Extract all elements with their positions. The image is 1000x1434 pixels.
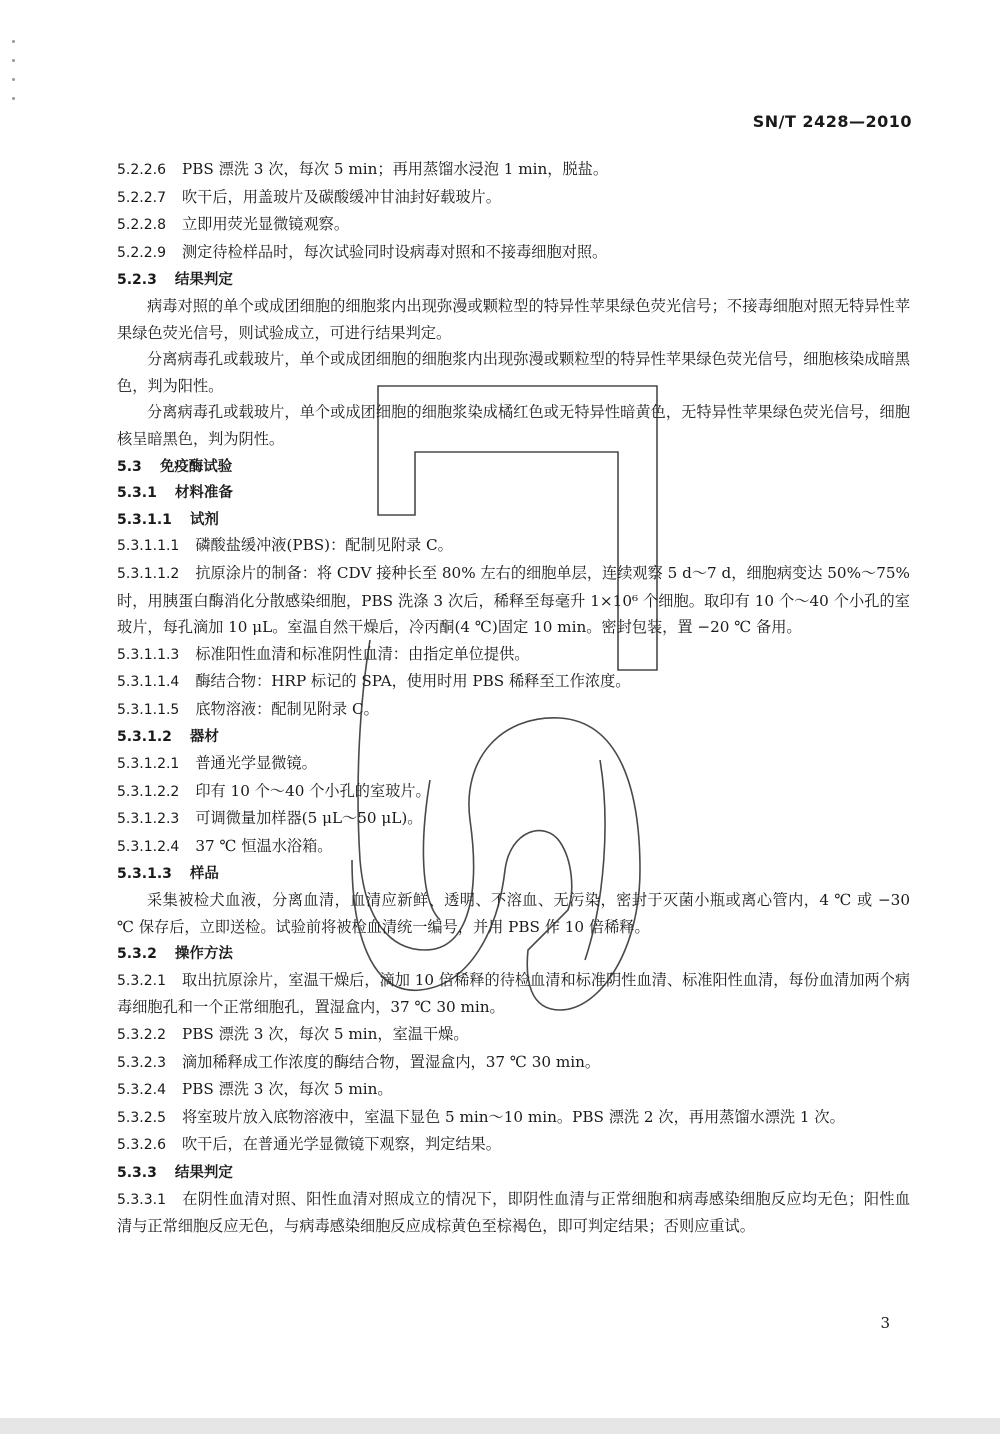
clause-number: 5.2.2.8 xyxy=(117,217,166,234)
body-paragraph: 病毒对照的单个或成团细胞的细胞浆内出现弥漫或颗粒型的特异性苹果绿色荧光信号；不接毒细胞对照无特异性苹果绿色荧光信号，则试验成立，可进行结果判定。 xyxy=(117,296,910,342)
clause-item xyxy=(117,1021,910,1049)
section-heading xyxy=(117,479,910,506)
clause-number: 5.3.2.6 xyxy=(117,1137,166,1154)
section-heading xyxy=(117,940,910,967)
clause-item xyxy=(117,184,910,212)
clause-item xyxy=(117,778,910,806)
document-body xyxy=(117,156,910,1240)
clause-number: 5.3.1.1.4 xyxy=(117,674,180,691)
clause-item xyxy=(117,560,910,641)
clause-text: 印有 10 个～40 个小孔的室玻片。 xyxy=(195,781,431,800)
clause-text: 磷酸盐缓冲液(PBS)：配制见附录 C。 xyxy=(195,536,453,555)
clause-item xyxy=(117,967,910,1021)
clause-item xyxy=(117,696,910,724)
section-heading xyxy=(117,723,910,750)
clause-text: 37 ℃ 恒温水浴箱。 xyxy=(195,836,333,855)
clause-text: 抗原涂片的制备：将 CDV 接种长至 80% 左右的细胞单层，连续观察 5 d～7 d，细胞病变达 50%～75% 时，用胰蛋白酶消化分散感染细胞，PBS 洗涤 3 次后，稀释至每毫升 1×10⁶ 个细胞。取印有 10 个～40 个小孔的室玻片，每孔滴加 10 μL。室温自然干燥后，冷丙酮(4 ℃)固定 10 min。密封包装，置 −20 ℃ 备用。 xyxy=(117,563,910,637)
section-title: 免疫酶试验 xyxy=(159,458,233,475)
clause-text: 滴加稀释成工作浓度的酶结合物，置湿盒内，37 ℃ 30 min。 xyxy=(181,1052,601,1071)
body-paragraph: 采集被检犬血液，分离血清，血清应新鲜、透明、不溶血、无污染，密封于灭菌小瓶或离心管内，4 ℃ 或 −30 ℃ 保存后，立即送检。试验前将被检血清统一编号，并用 PBS 作 10 倍稀释。 xyxy=(117,891,910,936)
section-heading xyxy=(117,506,910,533)
page-number: 3 xyxy=(880,1314,890,1332)
clause-number: 5.3.3.1 xyxy=(117,1191,166,1208)
clause-text: 立即用荧光显微镜观察。 xyxy=(181,215,350,234)
clause-number: 5.2.2.9 xyxy=(117,244,166,261)
clause-item xyxy=(117,1104,910,1132)
section-number: 5.3.1.3 xyxy=(117,866,172,883)
clause-number: 5.3.2.5 xyxy=(117,1109,166,1126)
clause-text: 可调微量加样器(5 μL～50 μL)。 xyxy=(195,809,423,828)
section-number: 5.2.3 xyxy=(117,272,157,289)
clause-number: 5.2.2.6 xyxy=(117,162,166,178)
section-number: 5.3 xyxy=(117,458,142,475)
section-title: 操作方法 xyxy=(174,946,233,963)
standard-code: SN/T 2428—2010 xyxy=(752,112,912,131)
clause-number: 5.3.2.2 xyxy=(117,1027,166,1043)
section-number: 5.3.1 xyxy=(117,485,157,502)
clause-number: 5.2.2.7 xyxy=(117,189,166,206)
section-heading xyxy=(117,1159,910,1186)
section-title: 试剂 xyxy=(189,511,219,528)
clause-item xyxy=(117,805,910,833)
clause-item xyxy=(117,156,910,184)
binding-marks xyxy=(12,40,18,130)
clause-number: 5.3.2.3 xyxy=(117,1054,166,1071)
section-number: 5.3.2 xyxy=(117,946,157,963)
clause-item xyxy=(117,641,910,669)
clause-number: 5.3.1.2.4 xyxy=(117,838,180,855)
clause-text: 取出抗原涂片，室温干燥后，滴加 10 倍稀释的待检血清和标准阴性血清、标准阳性血清，每份血清加两个病毒细胞孔和一个正常细胞孔，置湿盒内，37 ℃ 30 min。 xyxy=(117,970,910,1017)
section-heading xyxy=(117,266,910,293)
clause-text: 普通光学显微镜。 xyxy=(195,754,317,773)
section-heading xyxy=(117,860,910,887)
body-paragraph: 分离病毒孔或载玻片，单个或成团细胞的细胞浆染成橘红色或无特异性暗黄色，无特异性苹果绿色荧光信号，细胞核呈暗黑色，判为阴性。 xyxy=(117,403,910,448)
clause-item xyxy=(117,1049,910,1077)
clause-item xyxy=(117,750,910,778)
clause-item xyxy=(117,211,910,239)
section-title: 样品 xyxy=(189,866,219,883)
clause-text: 底物溶液：配制见附录 C。 xyxy=(195,699,379,718)
clause-text: 测定待检样品时，每次试验同时设病毒对照和不接毒细胞对照。 xyxy=(181,242,608,261)
body-paragraph: 分离病毒孔或载玻片，单个或成团细胞的细胞浆内出现弥漫或颗粒型的特异性苹果绿色荧光信号，细胞核染成暗黑色，判为阳性。 xyxy=(117,350,910,395)
clause-text: PBS 漂洗 3 次，每次 5 min，室温干燥。 xyxy=(181,1025,469,1043)
clause-item xyxy=(117,668,910,696)
section-heading xyxy=(117,453,910,480)
section-title: 器材 xyxy=(189,729,219,746)
clause-number: 5.3.2.1 xyxy=(117,972,166,989)
clause-number: 5.3.1.1.5 xyxy=(117,701,180,718)
clause-text: 吹干后，在普通光学显微镜下观察，判定结果。 xyxy=(181,1135,501,1154)
clause-text: 吹干后，用盖玻片及碳酸缓冲甘油封好载玻片。 xyxy=(181,187,501,206)
clause-number: 5.3.1.1.3 xyxy=(117,646,180,663)
section-number: 5.3.1.1 xyxy=(117,511,172,528)
clause-item xyxy=(117,532,910,560)
clause-number: 5.3.1.2.3 xyxy=(117,811,180,828)
clause-text: PBS 漂洗 3 次，每次 5 min；再用蒸馏水浸泡 1 min，脱盐。 xyxy=(181,160,609,178)
clause-text: PBS 漂洗 3 次，每次 5 min。 xyxy=(181,1080,393,1099)
clause-number: 5.3.2.4 xyxy=(117,1082,166,1099)
clause-item xyxy=(117,239,910,267)
section-title: 结果判定 xyxy=(174,272,233,289)
viewer-bottom-band xyxy=(0,1418,1000,1434)
section-number: 5.3.3 xyxy=(117,1164,157,1181)
clause-item xyxy=(117,1131,910,1159)
clause-number: 5.3.1.2.1 xyxy=(117,756,180,773)
clause-text: 酶结合物：HRP 标记的 SPA，使用时用 PBS 稀释至工作浓度。 xyxy=(195,672,631,691)
clause-number: 5.3.1.1.2 xyxy=(117,565,180,582)
section-title: 结果判定 xyxy=(174,1164,233,1181)
clause-text: 将室玻片放入底物溶液中，室温下显色 5 min～10 min。PBS 漂洗 2 次，再用蒸馏水漂洗 1 次。 xyxy=(181,1107,845,1126)
clause-text: 标准阳性血清和标准阴性血清：由指定单位提供。 xyxy=(195,644,530,663)
clause-text: 在阴性血清对照、阳性血清对照成立的情况下，即阴性血清与正常细胞和病毒感染细胞反应均无色；阳性血清与正常细胞反应无色，与病毒感染细胞反应成棕黄色至棕褐色，即可判定结果；否则应重试。 xyxy=(117,1189,910,1236)
clause-item xyxy=(117,1186,910,1240)
clause-item xyxy=(117,1076,910,1104)
section-number: 5.3.1.2 xyxy=(117,729,172,746)
section-title: 材料准备 xyxy=(174,485,233,502)
clause-item xyxy=(117,833,910,861)
clause-number: 5.3.1.2.2 xyxy=(117,783,180,800)
clause-number: 5.3.1.1.1 xyxy=(117,538,180,555)
